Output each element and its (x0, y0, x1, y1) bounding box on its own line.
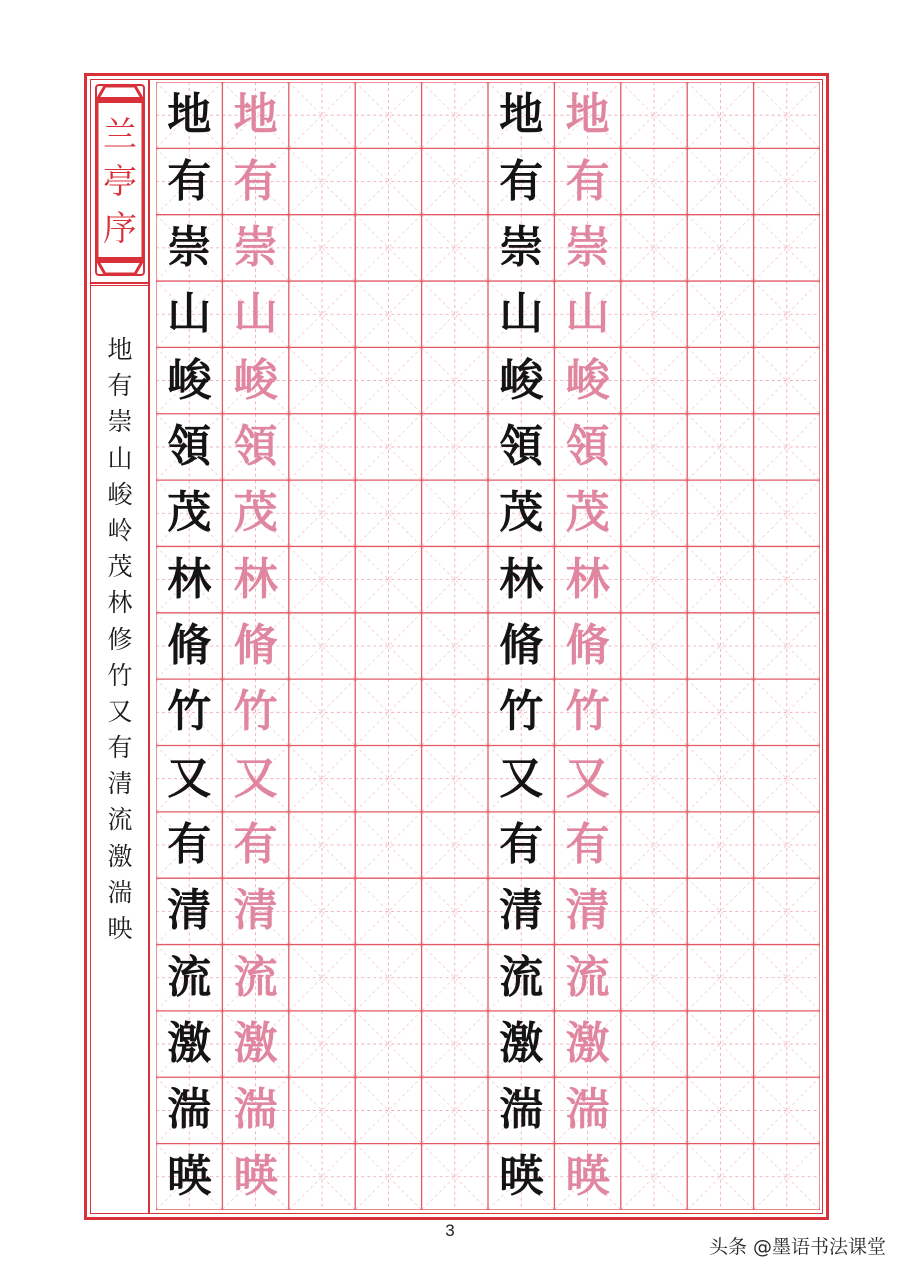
trace-character: 暎 (233, 1150, 278, 1202)
model-character: 竹 (167, 686, 212, 738)
model-character: 崇 (167, 221, 212, 273)
reference-char: 地 (107, 335, 133, 364)
trace-character: 茂 (565, 487, 610, 539)
model-character: 領 (167, 420, 212, 472)
trace-character: 有 (565, 819, 610, 871)
reference-char: 林 (107, 588, 133, 618)
trace-character: 山 (565, 288, 610, 340)
trace-character: 流 (565, 951, 610, 1003)
trace-character: 脩 (565, 619, 610, 671)
trace-character: 山 (233, 288, 278, 340)
trace-character: 有 (233, 155, 278, 207)
model-character: 林 (167, 553, 212, 605)
model-character: 峻 (167, 354, 212, 406)
reference-char: 又 (107, 696, 133, 726)
model-character: 山 (499, 288, 544, 340)
reference-char: 映 (107, 914, 133, 943)
reference-char: 清 (107, 769, 133, 799)
watermark: 头条 @墨语书法课堂 (708, 1236, 886, 1258)
reference-char: 茂 (107, 552, 133, 582)
model-character: 竹 (499, 686, 544, 738)
model-character: 崇 (499, 221, 544, 273)
model-character: 茂 (167, 487, 212, 539)
model-character: 領 (499, 420, 544, 472)
trace-character: 林 (565, 553, 610, 605)
model-character: 暎 (499, 1150, 544, 1202)
model-character: 脩 (167, 619, 212, 671)
model-character: 峻 (499, 354, 544, 406)
model-character: 山 (167, 288, 212, 340)
title-char: 序 (103, 209, 137, 249)
model-character: 又 (499, 752, 544, 804)
model-character: 流 (499, 951, 544, 1003)
model-character: 茂 (499, 487, 544, 539)
reference-char: 竹 (107, 660, 133, 690)
trace-character: 峻 (233, 354, 278, 406)
reference-char: 流 (107, 805, 133, 835)
trace-character: 崇 (233, 221, 278, 273)
reference-char: 峻 (107, 479, 133, 509)
trace-character: 峻 (565, 354, 610, 406)
model-character: 有 (167, 819, 212, 871)
model-character: 湍 (167, 1084, 212, 1136)
model-character: 暎 (167, 1150, 212, 1202)
trace-character: 領 (565, 420, 610, 472)
model-character: 林 (499, 553, 544, 605)
trace-character: 流 (233, 951, 278, 1003)
model-character: 流 (167, 951, 212, 1003)
reference-char: 山 (107, 443, 133, 473)
model-character: 地 (167, 89, 212, 141)
page-number: 3 (445, 1221, 455, 1240)
model-character: 有 (499, 155, 544, 207)
trace-character: 又 (565, 752, 610, 804)
trace-character: 地 (565, 89, 610, 141)
trace-character: 暎 (565, 1150, 610, 1202)
title-char: 亭 (103, 162, 137, 202)
trace-character: 有 (565, 155, 610, 207)
trace-character: 崇 (565, 221, 610, 273)
reference-text-column (98, 332, 142, 947)
reference-char: 湍 (107, 877, 133, 907)
model-character: 又 (167, 752, 212, 804)
model-character: 激 (167, 1018, 212, 1070)
model-character: 湍 (499, 1084, 544, 1136)
reference-char: 岭 (107, 515, 133, 545)
model-character: 有 (167, 155, 212, 207)
model-character: 清 (167, 885, 212, 937)
title-char: 兰 (103, 115, 137, 155)
trace-character: 林 (233, 553, 278, 605)
reference-char: 有 (107, 371, 133, 401)
trace-character: 湍 (233, 1084, 278, 1136)
reference-char: 崇 (107, 407, 133, 437)
model-character: 激 (499, 1018, 544, 1070)
reference-char: 激 (107, 841, 133, 871)
trace-character: 脩 (233, 619, 278, 671)
trace-character: 地 (233, 89, 278, 141)
trace-character: 清 (233, 885, 278, 937)
trace-character: 竹 (565, 686, 610, 738)
reference-char: 修 (107, 624, 133, 654)
trace-character: 湍 (565, 1084, 610, 1136)
trace-character: 激 (233, 1018, 278, 1070)
reference-char: 有 (107, 733, 133, 763)
trace-character: 竹 (233, 686, 278, 738)
trace-character: 領 (233, 420, 278, 472)
model-character: 清 (499, 885, 544, 937)
model-character: 有 (499, 819, 544, 871)
trace-character: 清 (565, 885, 610, 937)
trace-character: 激 (565, 1018, 610, 1070)
panel-divider (90, 282, 150, 286)
trace-character: 有 (233, 819, 278, 871)
model-character: 地 (499, 89, 544, 141)
model-character: 脩 (499, 619, 544, 671)
trace-character: 又 (233, 752, 278, 804)
title (97, 115, 143, 249)
trace-character: 茂 (233, 487, 278, 539)
